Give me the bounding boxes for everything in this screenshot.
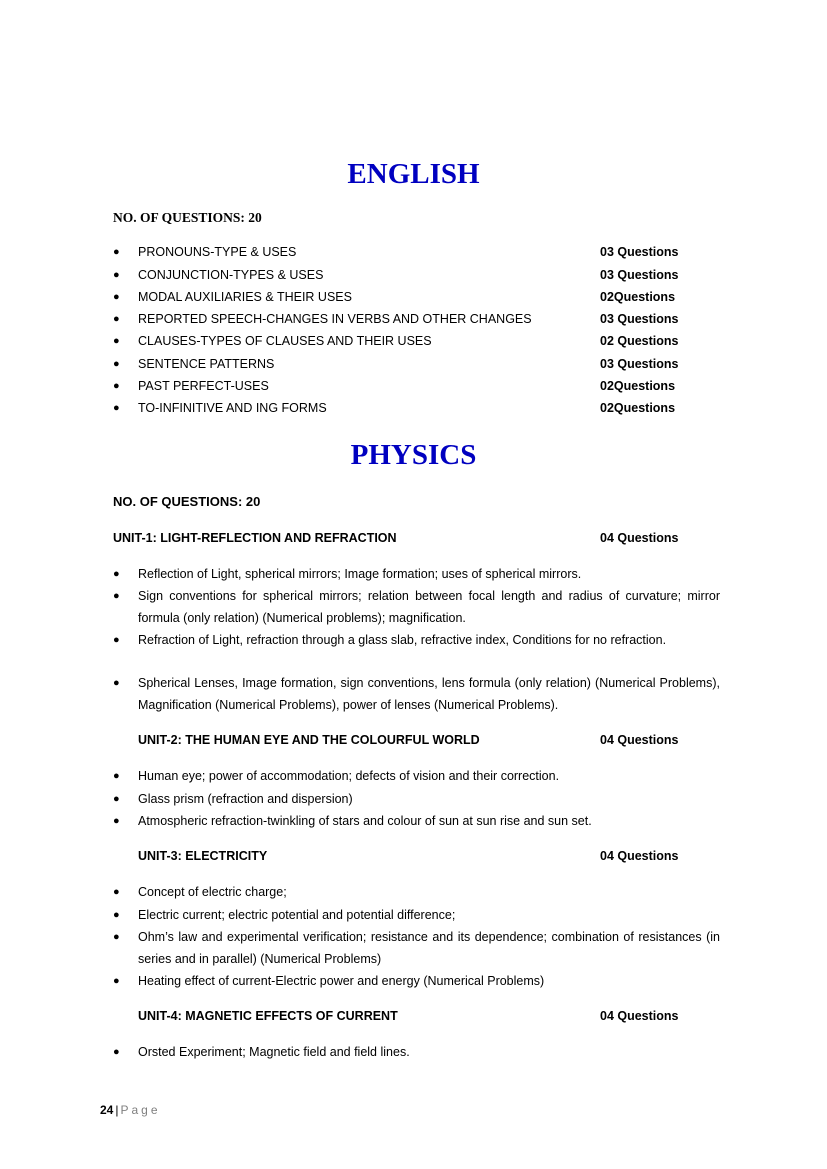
english-item-count: 03 Questions [600, 268, 679, 282]
unit-title: UNIT-1: LIGHT-REFLECTION AND REFRACTION [113, 531, 397, 545]
english-item-label: REPORTED SPEECH-CHANGES IN VERBS AND OTHER CHANGES [138, 312, 532, 326]
list-item-text: Electric current; electric potential and potential difference; [138, 908, 456, 922]
english-item-count: 02Questions [600, 401, 676, 415]
list-item [113, 881, 720, 903]
unit-count: 04 Questions [600, 733, 679, 747]
bullet-icon: ● [113, 380, 120, 392]
bullet-icon: ● [113, 1046, 120, 1058]
bullet-icon: ● [113, 568, 120, 580]
english-item-label: TO-INFINITIVE AND ING FORMS [138, 401, 327, 415]
list-item [113, 563, 720, 585]
unit-heading [138, 730, 708, 750]
footer-separator: | [115, 1103, 119, 1117]
english-item [113, 242, 720, 262]
bullet-icon: ● [113, 677, 120, 689]
bullet-icon: ● [113, 770, 120, 782]
bullet-icon: ● [113, 815, 120, 827]
bullet-icon: ● [113, 269, 120, 281]
english-item-label: PRONOUNS-TYPE & USES [138, 245, 297, 259]
unit-title: UNIT-4: MAGNETIC EFFECTS OF CURRENT [138, 1009, 398, 1023]
english-item [113, 398, 720, 418]
english-item-count: 02Questions [600, 379, 676, 393]
english-item [113, 331, 720, 351]
unit-title: UNIT-3: ELECTRICITY [138, 849, 268, 863]
english-item [113, 287, 720, 307]
page-number: 24 [100, 1103, 114, 1117]
english-title: ENGLISH [347, 158, 480, 190]
english-item-label: CONJUNCTION-TYPES & USES [138, 268, 324, 282]
bullet-icon: ● [113, 634, 120, 646]
list-item [113, 970, 720, 992]
bullet-icon: ● [113, 313, 120, 325]
list-item-text: Concept of electric charge; [138, 885, 287, 899]
list-item [113, 904, 720, 926]
bullet-icon: ● [113, 358, 120, 370]
bullet-icon: ● [113, 909, 120, 921]
english-item [113, 376, 720, 396]
english-item-label: SENTENCE PATTERNS [138, 357, 275, 371]
list-item-text: Sign conventions for spherical mirrors; relation between focal length and radius of curvature; mirror formula (only relation) (Numerical problems); magnification. [138, 589, 720, 625]
list-item [113, 926, 720, 970]
list-item [113, 810, 720, 832]
list-item-text: Glass prism (refraction and dispersion) [138, 792, 353, 806]
list-item-text: Human eye; power of accommodation; defects of vision and their correction. [138, 769, 560, 783]
page-footer [100, 1101, 161, 1119]
bullet-icon: ● [113, 793, 120, 805]
list-item [113, 672, 720, 716]
english-item-label: PAST PERFECT-USES [138, 379, 269, 393]
unit-title: UNIT-2: THE HUMAN EYE AND THE COLOURFUL WORLD [138, 733, 480, 747]
list-item-text: Atmospheric refraction-twinkling of stars and colour of sun at sun rise and sun set. [138, 814, 592, 828]
unit-count: 04 Questions [600, 849, 679, 863]
list-item [113, 765, 720, 787]
bullet-icon: ● [113, 975, 120, 987]
english-item-label: CLAUSES-TYPES OF CLAUSES AND THEIR USES [138, 334, 432, 348]
english-item-count: 03 Questions [600, 312, 679, 326]
list-item-text: Ohm’s law and experimental verification; resistance and its dependence; combination of resistances (in series and in parallel) (Numerical Problems) [138, 930, 720, 966]
english-item [113, 309, 720, 329]
english-item [113, 354, 720, 374]
physics-question-count: NO. OF QUESTIONS: 20 [113, 494, 261, 509]
bullet-icon: ● [113, 931, 120, 943]
list-item [113, 788, 720, 810]
unit-count: 04 Questions [600, 1009, 679, 1023]
unit-count: 04 Questions [600, 531, 679, 545]
bullet-icon: ● [113, 402, 120, 414]
bullet-icon: ● [113, 291, 120, 303]
english-question-count: NO. OF QUESTIONS: 20 [113, 210, 262, 225]
bullet-icon: ● [113, 246, 120, 258]
list-item-text: Refraction of Light, refraction through a glass slab, refractive index, Conditions for no refraction. [138, 633, 667, 647]
bullet-icon: ● [113, 590, 120, 602]
bullet-icon: ● [113, 335, 120, 347]
english-item-count: 03 Questions [600, 245, 679, 259]
list-item-text: Orsted Experiment; Magnetic field and field lines. [138, 1045, 410, 1059]
list-item-text: Spherical Lenses, Image formation, sign conventions, lens formula (only relation) (Numerical Problems), Magnification (Numerical Problems), power of lenses (Numerical Problems). [138, 676, 720, 712]
page-word: Page [120, 1103, 161, 1117]
list-item-text: Heating effect of current-Electric power and energy (Numerical Problems) [138, 974, 545, 988]
physics-title: PHYSICS [350, 439, 477, 471]
unit-heading [138, 846, 708, 866]
list-item [113, 585, 720, 629]
list-item-text: Reflection of Light, spherical mirrors; Image formation; uses of spherical mirrors. [138, 567, 582, 581]
list-item [113, 629, 720, 651]
list-item [113, 1041, 720, 1063]
unit-heading [113, 528, 683, 548]
unit-heading [138, 1006, 708, 1026]
english-item-count: 03 Questions [600, 357, 679, 371]
english-item-count: 02 Questions [600, 334, 679, 348]
english-item [113, 265, 720, 285]
english-item-label: MODAL AUXILIARIES & THEIR USES [138, 290, 352, 304]
bullet-icon: ● [113, 886, 120, 898]
english-item-count: 02Questions [600, 290, 676, 304]
